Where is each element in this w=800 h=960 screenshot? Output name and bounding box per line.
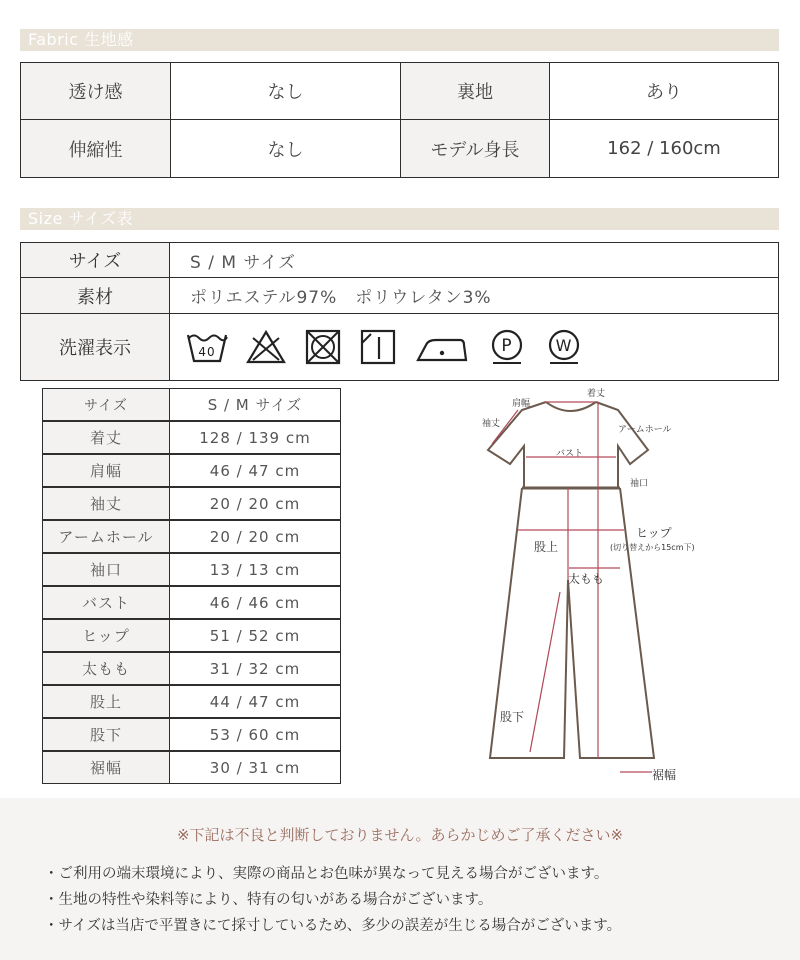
measurement-label: 着丈 bbox=[42, 421, 170, 454]
measurement-label: サイズ bbox=[42, 388, 170, 421]
stretch-label: 伸縮性 bbox=[20, 119, 171, 178]
fabric-table bbox=[20, 62, 779, 178]
note-item: ・ご利用の端末環境により、実際の商品とお色味が異なって見える場合がございます。 bbox=[44, 866, 609, 882]
iron-low-icon bbox=[414, 329, 470, 365]
diagram-bust-label: バスト bbox=[556, 449, 584, 459]
diagram-hem-label: 裾幅 bbox=[652, 768, 677, 782]
measurement-value: 20 / 20 cm bbox=[170, 487, 341, 520]
diagram-length-label: 着丈 bbox=[587, 389, 606, 399]
measurement-label: アームホール bbox=[42, 520, 170, 553]
measurement-label: 太もも bbox=[42, 652, 170, 685]
size-section-header: Size サイズ表 bbox=[20, 208, 779, 230]
no-bleach-icon bbox=[245, 329, 287, 365]
model-height-value: 162 / 160cm bbox=[549, 119, 779, 178]
notes-panel bbox=[0, 798, 800, 960]
note-item: ・サイズは当店で平置きにて採寸しているため、多少の誤差が生じる場合がございます。 bbox=[44, 918, 622, 934]
measurement-value: 46 / 46 cm bbox=[170, 586, 341, 619]
measurement-row bbox=[42, 520, 342, 553]
diagram-hip-note: (切り替えから15cm下) bbox=[610, 543, 695, 552]
measurement-value: 13 / 13 cm bbox=[170, 553, 341, 586]
dry-clean-p-icon bbox=[487, 328, 527, 366]
measurement-value: S / M サイズ bbox=[170, 388, 341, 421]
measurement-row bbox=[42, 619, 342, 652]
measurement-label: バスト bbox=[42, 586, 170, 619]
diagram-cuff-label: 袖口 bbox=[630, 479, 649, 489]
size-label: サイズ bbox=[20, 242, 170, 278]
dry-clean-letter: P bbox=[501, 336, 513, 356]
diagram-hip-label: ヒップ bbox=[636, 526, 672, 540]
no-tumble-dry-icon bbox=[304, 329, 342, 365]
measurement-label: 肩幅 bbox=[42, 454, 170, 487]
measurement-value: 44 / 47 cm bbox=[170, 685, 341, 718]
sheer-label: 透け感 bbox=[20, 62, 171, 120]
diagram-armhole-label: アームホール bbox=[618, 425, 672, 435]
wash-temp-text: 40 bbox=[198, 345, 216, 359]
lining-value: あり bbox=[549, 62, 779, 120]
care-label: 洗濯表示 bbox=[20, 313, 170, 381]
measurement-value: 53 / 60 cm bbox=[170, 718, 341, 751]
material-value: ポリエステル97% ポリウレタン3% bbox=[170, 277, 779, 314]
measurement-label: ヒップ bbox=[42, 619, 170, 652]
diagram-sleeve-label: 袖丈 bbox=[482, 419, 501, 429]
measurement-row bbox=[42, 652, 342, 685]
measurement-label: 袖丈 bbox=[42, 487, 170, 520]
size-row bbox=[20, 242, 779, 278]
measurement-label: 裾幅 bbox=[42, 751, 170, 784]
sheer-value: なし bbox=[170, 62, 401, 120]
measurement-row bbox=[42, 586, 342, 619]
measurement-row bbox=[42, 421, 342, 454]
model-height-label: モデル身長 bbox=[400, 119, 550, 178]
notes-heading: ※下記は不良と判断しておりません。あらかじめご了承ください※ bbox=[176, 826, 624, 844]
measurement-label: 股下 bbox=[42, 718, 170, 751]
material-row bbox=[20, 277, 779, 314]
measurement-row bbox=[42, 553, 342, 586]
wet-clean-letter: W bbox=[555, 336, 573, 355]
measurement-value: 128 / 139 cm bbox=[170, 421, 341, 454]
note-item: ・生地の特性や染料等により、特有の匂いがある場合がございます。 bbox=[44, 892, 493, 908]
measurement-row bbox=[42, 751, 342, 784]
lining-label: 裏地 bbox=[400, 62, 550, 120]
material-label: 素材 bbox=[20, 277, 170, 314]
measurement-value: 31 / 32 cm bbox=[170, 652, 341, 685]
fabric-section-header: Fabric 生地感 bbox=[20, 29, 779, 51]
measurement-row bbox=[42, 454, 342, 487]
size-value: S / M サイズ bbox=[170, 242, 779, 278]
stretch-value: なし bbox=[170, 119, 401, 178]
wash-40-icon bbox=[186, 329, 228, 365]
diagram-thigh-label: 太もも bbox=[568, 572, 605, 586]
care-icons bbox=[170, 313, 779, 381]
line-dry-icon bbox=[359, 329, 397, 365]
wet-clean-w-icon bbox=[544, 328, 584, 366]
measurement-value: 30 / 31 cm bbox=[170, 751, 341, 784]
diagram-rise-label: 股上 bbox=[534, 540, 559, 554]
measurement-row bbox=[42, 685, 342, 718]
measurement-row bbox=[42, 718, 342, 751]
measurement-value: 46 / 47 cm bbox=[170, 454, 341, 487]
diagram-shoulder-label: 肩幅 bbox=[512, 399, 531, 409]
measurement-value: 51 / 52 cm bbox=[170, 619, 341, 652]
measurement-row bbox=[42, 388, 342, 421]
diagram-inseam-label: 股下 bbox=[500, 710, 525, 724]
measurement-value: 20 / 20 cm bbox=[170, 520, 341, 553]
garment-diagram bbox=[470, 380, 730, 790]
care-row bbox=[20, 313, 779, 381]
measurement-row bbox=[42, 487, 342, 520]
measurement-label: 股上 bbox=[42, 685, 170, 718]
measurement-label: 袖口 bbox=[42, 553, 170, 586]
